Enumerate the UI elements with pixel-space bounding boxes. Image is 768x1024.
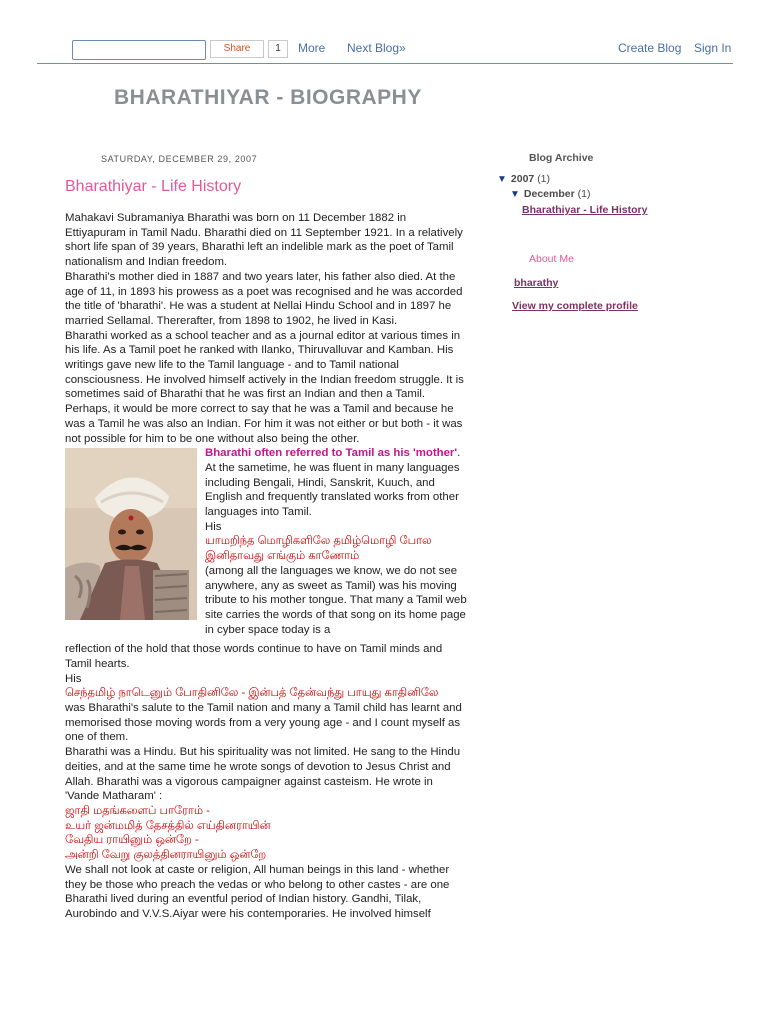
his-label-1: His	[205, 520, 222, 533]
tamil-verse-3-line-2: உயர் ஜன்மமித் தேசத்தில் எய்தினராயின்	[65, 819, 271, 832]
month-count: (1)	[577, 188, 591, 200]
archive-post-link[interactable]: Bharathiyar - Life History	[522, 204, 648, 216]
tamil-verse-2: செந்தமிழ் நாடெனும் போதினிலே - இன்பத் தேன்வந்து பாயுது காதினிலே	[65, 687, 439, 700]
salute-text: was Bharathi's salute to the Tamil nation and many a Tamil child has learnt and memorised those moving words from a very young age - and I count myself as one of them.	[65, 702, 462, 744]
more-link[interactable]: More	[298, 41, 326, 55]
paragraph-spirituality: Bharathi was a Hindu. But his spirituality was not limited. He sang to the Hindu deities, and at the same time he wrote songs of devotion to Jesus Christ and Allah. Bharathi was a vigorous campaigner against casteism. He wrote in 'Vande Matharam' :	[65, 746, 461, 803]
paragraph-career: Bharathi worked as a school teacher and as a journal editor at various times in his life. As a Tamil poet he ranked with Ilanko, Thiruvalluvar and Kamban. His writings gave new life to the Tamil language - and to Tamil national consciousness. He involved himself actively in the Indian freedom struggle. It is sometimes said of Bharathi that he was first an Indian and then a Tamil. Perhaps, it would be more correct to say that he was a Tamil and because he was a Tamil he was also an Indian. For him it was not either or but both - it was not possible for him to be one without also being the other.	[65, 329, 464, 445]
languages-text: . At the sametime, he was fluent in many languages including Bengali, Hindi, Sanskrit, Kuuch, and English and frequently translated works from other languages into Tamil.	[205, 447, 461, 519]
his-label-2: His	[65, 672, 82, 685]
collapse-triangle-icon[interactable]: ▼	[497, 174, 507, 185]
share-count: 1	[268, 40, 288, 58]
tamil-verse-3-line-4: அன்றி வேறு குலத்தினராயினும் ஒன்றே	[65, 849, 267, 862]
bharathiyar-portrait[interactable]	[65, 448, 197, 620]
verse-translation: We shall not look at caste or religion, All human beings in this land - whether they be those who preach the vedas or who belong to other castes - are one	[65, 863, 450, 891]
archive-month-december[interactable]	[510, 188, 590, 200]
year-count: (1)	[537, 173, 551, 185]
post-date: SATURDAY, DECEMBER 29, 2007	[101, 154, 258, 164]
share-button[interactable]: Share	[210, 40, 264, 58]
blog-title[interactable]: BHARATHIYAR - BIOGRAPHY	[114, 86, 422, 109]
create-blog-link[interactable]: Create Blog	[618, 41, 682, 55]
archive-year-2007[interactable]	[497, 173, 550, 185]
next-blog-link[interactable]: Next Blog»	[347, 41, 406, 55]
year-label[interactable]: 2007	[510, 173, 535, 185]
paragraph-birth: Mahakavi Subramaniya Bharathi was born on 11 December 1882 in Ettiyapuram in Tamil Nadu. Bharathi died on 11 September 1921. In a relatively short life span of 39 years, Bharathi left an indelible mark as the poet of Tamil nationalism and Indian freedom.	[65, 212, 463, 269]
view-profile-link[interactable]: View my complete profile	[512, 300, 638, 312]
blogger-navbar	[0, 0, 768, 64]
mother-highlight: Bharathi often referred to Tamil as his 'mother'	[205, 447, 458, 460]
paragraph-history: Bharathi lived during an eventful period of Indian history. Gandhi, Tilak, Aurobindo and V.V.S.Aiyar were his contemporaries. He involved himself	[65, 893, 431, 920]
profile-name-link[interactable]: bharathy	[514, 277, 559, 289]
sign-in-link[interactable]: Sign In	[694, 41, 732, 55]
tamil-verse-3-line-1: ஜாதி மதங்களைப் பாரோம் -	[65, 804, 210, 817]
tribute-text: (among all the languages we know, we do not see anywhere, any as sweet as Tamil) was his moving tribute to his mother tongue. That many a Tamil web site carries the words of that song on its home page in cyber space today is a	[205, 564, 467, 636]
portrait-section	[65, 446, 467, 642]
portrait-caption-text	[205, 446, 467, 637]
month-label[interactable]: December	[523, 188, 575, 200]
blog-archive-heading: Blog Archive	[529, 152, 594, 164]
post-title[interactable]: Bharathiyar - Life History	[65, 178, 242, 195]
tamil-verse-1: யாமறிந்த மொழிகளிலே தமிழ்மொழி போல இனிதாவது எங்கும் காணோம்	[205, 535, 432, 563]
tamil-verse-3-line-3: வேதிய ராயினும் ஒன்றே -	[65, 834, 199, 847]
about-me-heading: About Me	[529, 253, 574, 265]
search-input[interactable]	[72, 40, 206, 60]
post-body	[65, 211, 467, 922]
paragraph-early-life: Bharathi's mother died in 1887 and two years later, his father also died. At the age of 11, in 1893 his prowess as a poet was recognised and he was accorded the title of 'bharathi'. He was a student at Nellai Hindu School and in 1897 he married Sellamal. Thererafter, from 1898 to 1902, he lived in Kasi.	[65, 270, 463, 327]
navbar-divider	[37, 63, 733, 64]
collapse-triangle-icon[interactable]: ▼	[510, 189, 520, 200]
reflection-text: reflection of the hold that those words continue to have on Tamil minds and Tamil hearts.	[65, 643, 443, 670]
